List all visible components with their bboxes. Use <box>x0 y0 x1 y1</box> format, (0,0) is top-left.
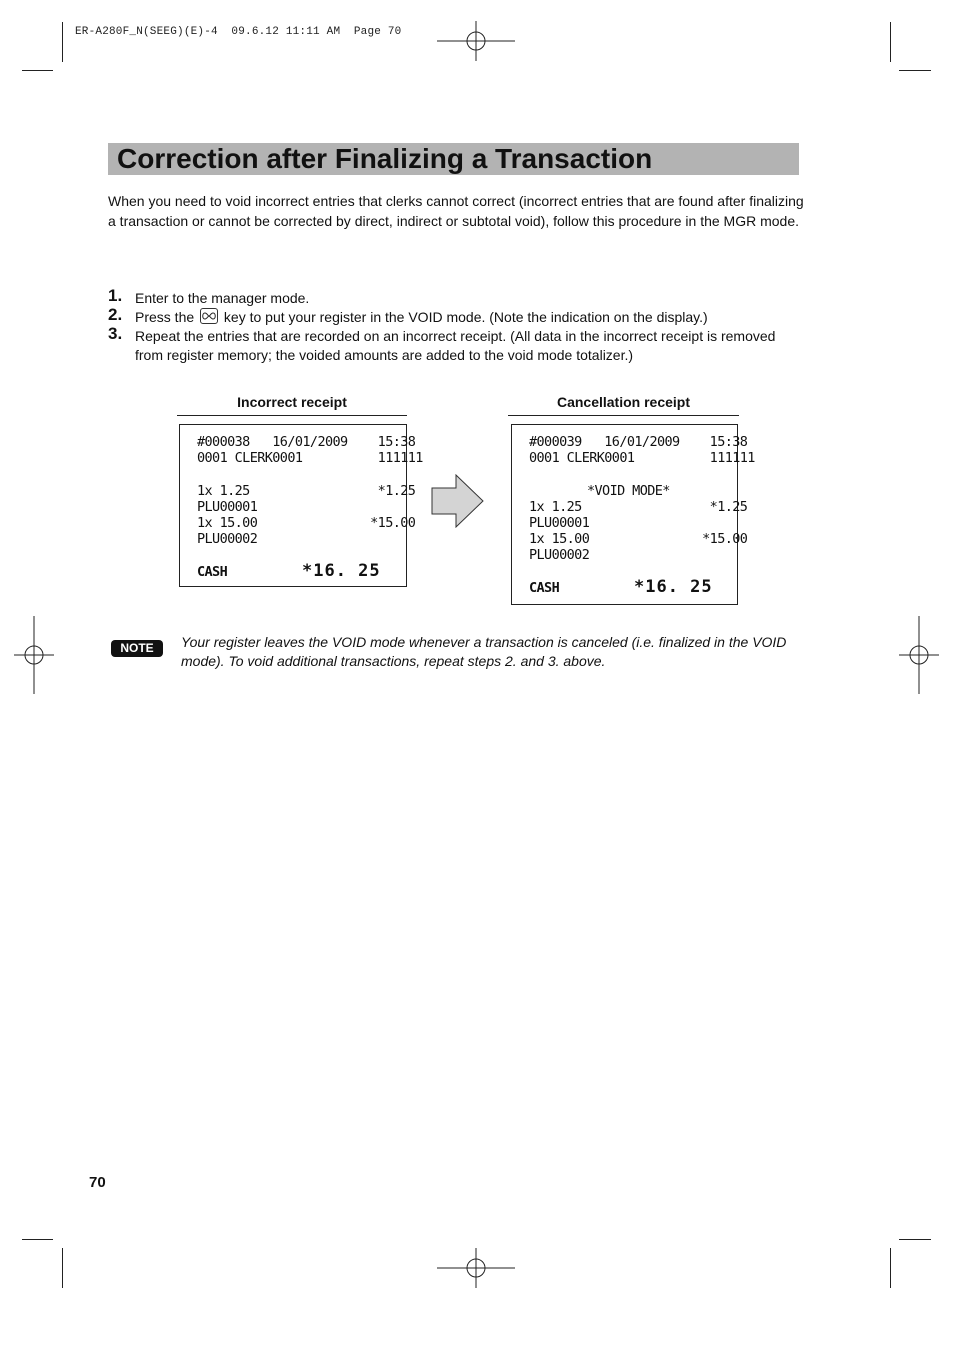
receipt-line: 1x 15.00 *15.00 <box>197 515 416 531</box>
step-text-after: key to put your register in the VOID mode. (Note the indication on the display.) <box>223 309 708 325</box>
receipt-line: 1x 15.00 *15.00 <box>529 531 748 547</box>
receipt-line: #000038 16/01/2009 15:38 <box>197 434 416 450</box>
receipt-line: 0001 CLERK0001 111111 <box>529 450 755 466</box>
receipt-cash-label: CASH <box>197 564 228 580</box>
right-arrow-icon <box>431 474 485 528</box>
print-header: ER-A280F_N(SEEG)(E)-4 09.6.12 11:11 AM Page 70 <box>75 26 402 38</box>
receipt-line: PLU00001 <box>197 499 258 515</box>
registration-mark-top <box>437 21 517 61</box>
step-3 <box>108 324 808 365</box>
cancellation-receipt-rule <box>508 415 739 416</box>
note-badge: NOTE <box>111 640 163 657</box>
step-text-before: Press the <box>135 309 195 325</box>
cancellation-receipt <box>511 424 755 605</box>
intro-paragraph: When you need to void incorrect entries that clerks cannot correct (incorrect entries that are found after finalizing a transaction or cannot be corrected by direct, indirect or subtotal void), follow this procedure in the MGR mode. <box>108 193 804 229</box>
receipt-cash-value: *16. 25 <box>302 561 381 581</box>
incorrect-receipt-label: Incorrect receipt <box>237 394 347 410</box>
incorrect-receipt-rule <box>177 415 407 416</box>
page-title: Correction after Finalizing a Transaction <box>117 143 653 174</box>
step-1 <box>108 286 808 308</box>
registration-mark-left <box>14 616 54 696</box>
page-number: 70 <box>89 1174 106 1191</box>
step-text <box>135 308 805 327</box>
receipt-line: #000039 16/01/2009 15:38 <box>529 434 748 450</box>
receipt-line: PLU00001 <box>529 515 590 531</box>
receipt-line: 1x 1.25 *1.25 <box>529 499 748 515</box>
receipt-cash-value: *16. 25 <box>634 577 713 597</box>
receipt-line: 1x 1.25 *1.25 <box>197 483 416 499</box>
receipt-line: 0001 CLERK0001 111111 <box>197 450 423 466</box>
receipt-line: PLU00002 <box>197 531 258 547</box>
receipt-cash-label: CASH <box>529 580 560 596</box>
receipt-line: PLU00002 <box>529 547 590 563</box>
step-number: 1. <box>108 286 123 305</box>
void-key-icon <box>200 308 218 324</box>
step-text: Enter to the manager mode. <box>135 290 310 306</box>
incorrect-receipt <box>179 424 423 587</box>
step-number: 2. <box>108 305 123 324</box>
registration-mark-right <box>899 616 939 696</box>
step-2 <box>108 305 808 327</box>
cancellation-receipt-label: Cancellation receipt <box>556 394 691 410</box>
step-number: 3. <box>108 324 123 343</box>
registration-mark-bottom <box>437 1248 517 1288</box>
receipt-void-mode: *VOID MODE* <box>587 483 670 499</box>
note-text: Your register leaves the VOID mode whenever a transaction is canceled (i.e. finalized in the VOID mode). To void additional transactions, repeat steps 2. and 3. above. <box>181 634 787 669</box>
step-text: Repeat the entries that are recorded on an incorrect receipt. (All data in the incorrect receipt is removed from register memory; the voided amounts are added to the void mode totalizer.) <box>135 328 776 363</box>
